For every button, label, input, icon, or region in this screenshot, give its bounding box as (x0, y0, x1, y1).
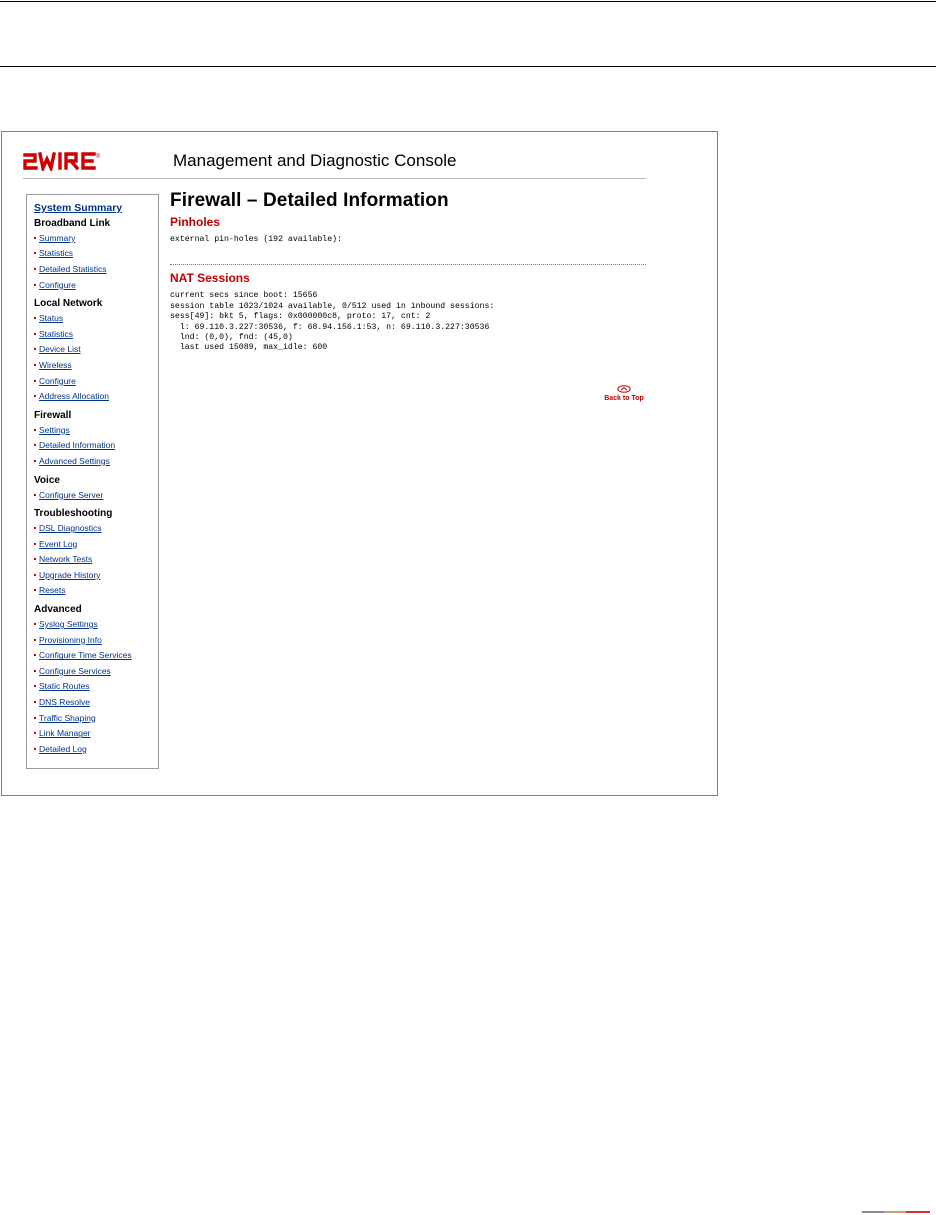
sidebar-item[interactable] (34, 310, 158, 326)
sidebar-item-link[interactable]: Advanced Settings (39, 455, 110, 466)
corner-bar-red (906, 1211, 930, 1213)
sidebar-section-title: Broadband Link (34, 218, 111, 229)
main-content (170, 190, 648, 354)
sidebar-item[interactable] (34, 373, 158, 389)
bullet-icon (34, 364, 36, 366)
sidebar-item-link[interactable]: Settings (39, 424, 70, 435)
sidebar-item-link[interactable]: Configure (39, 279, 76, 290)
bullet-icon (34, 589, 36, 591)
bullet-icon (34, 558, 36, 560)
sidebar-item-link[interactable]: Statistics (39, 328, 74, 339)
sidebar-item[interactable] (34, 487, 158, 503)
output-line: session table 1023/1024 available, 0/512 used in inbound sessions: (170, 301, 495, 311)
sidebar-item[interactable] (34, 536, 158, 552)
bullet-icon (34, 237, 36, 239)
arrow-up-icon (617, 385, 631, 393)
output-line: l: 69.110.3.227:30536, f: 68.94.156.1:53, n: 69.110.3.227:30536 (170, 322, 490, 332)
bullet-icon (34, 717, 36, 719)
sidebar-item[interactable] (34, 552, 158, 568)
sidebar-item-link[interactable]: Address Allocation (39, 391, 109, 402)
sidebar-item[interactable] (34, 246, 158, 262)
sidebar-item-link[interactable]: Traffic Shaping (39, 712, 96, 723)
bullet-icon (34, 701, 36, 703)
sidebar-item[interactable] (34, 616, 158, 632)
sidebar-item-link[interactable]: Link Manager (39, 728, 91, 739)
sidebar-item-link[interactable]: Device List (39, 344, 81, 355)
sidebar-item[interactable] (34, 741, 158, 757)
nat-sessions-heading: NAT Sessions (170, 271, 250, 286)
bullet-icon (34, 494, 36, 496)
bullet-icon (34, 543, 36, 545)
sidebar-item[interactable] (34, 277, 158, 293)
sidebar-item[interactable] (34, 453, 158, 469)
sidebar-item-link[interactable]: Network Tests (39, 554, 93, 565)
sidebar-item[interactable] (34, 694, 158, 710)
header-rule-bottom (0, 66, 936, 67)
bullet-icon (34, 574, 36, 576)
sidebar-item-link[interactable]: DSL Diagnostics (39, 523, 102, 534)
bullet-icon (34, 317, 36, 319)
sidebar-item-link[interactable]: Summary (39, 232, 76, 243)
sidebar-item-link[interactable]: Detailed Statistics (39, 263, 107, 274)
sidebar-item[interactable] (34, 438, 158, 454)
sidebar-item-link[interactable]: Configure Time Services (39, 650, 132, 661)
sidebar-item[interactable] (34, 647, 158, 663)
back-to-top-link[interactable] (602, 385, 646, 402)
bullet-icon (34, 444, 36, 446)
sidebar-item[interactable] (34, 326, 158, 342)
corner-bar-gray (862, 1211, 884, 1213)
bullet-icon (34, 284, 36, 286)
sidebar-item-link[interactable]: Static Routes (39, 681, 90, 692)
dotted-divider (170, 264, 646, 265)
sidebar-item-link[interactable]: Status (39, 313, 64, 324)
bullet-icon (34, 748, 36, 750)
pinholes-output (170, 235, 648, 245)
sidebar-item-link[interactable]: Resets (39, 585, 66, 596)
sidebar-item-link[interactable]: Detailed Information (39, 440, 116, 451)
bullet-icon (34, 732, 36, 734)
bullet-icon (34, 623, 36, 625)
sidebar-item[interactable] (34, 357, 158, 373)
sidebar-item[interactable] (34, 663, 158, 679)
page-title: Firewall – Detailed Information (170, 190, 449, 211)
sidebar-item-link[interactable]: Configure Server (39, 489, 104, 500)
sidebar-item-link[interactable]: Wireless (39, 359, 72, 370)
bullet-icon (34, 252, 36, 254)
console-screenshot (1, 131, 718, 796)
brand-logo (23, 149, 119, 171)
sidebar-item[interactable] (34, 261, 158, 277)
bullet-icon (34, 348, 36, 350)
sidebar-item[interactable] (34, 388, 158, 404)
sidebar-sections (34, 218, 158, 757)
sidebar-section-title: Voice (34, 474, 60, 486)
bullet-icon (34, 639, 36, 641)
sidebar-item-link[interactable]: Syslog Settings (39, 619, 98, 630)
2wire-logo-icon (23, 151, 119, 171)
back-to-top-label: Back to Top (604, 395, 644, 402)
bullet-icon (34, 333, 36, 335)
console-header-rule (23, 178, 646, 179)
sidebar-item[interactable] (34, 230, 158, 246)
svg-text:®: ® (96, 154, 101, 160)
pinholes-heading: Pinholes (170, 215, 221, 229)
sidebar-item-link[interactable]: Configure (39, 375, 76, 386)
sidebar-section-title: Firewall (34, 409, 72, 421)
sidebar-item[interactable] (34, 710, 158, 726)
output-line: external pin-holes (192 available): (170, 235, 342, 244)
sidebar-item-link[interactable]: Detailed Log (39, 743, 87, 754)
bullet-icon (34, 685, 36, 687)
bullet-icon (34, 670, 36, 672)
sidebar-item[interactable] (34, 583, 158, 599)
sidebar-item[interactable] (34, 632, 158, 648)
sidebar-item[interactable] (34, 725, 158, 741)
sidebar-item[interactable] (34, 679, 158, 695)
output-line: sess[49]: bkt 5, flags: 0x000000c8, proto: 17, cnt: 2 (170, 312, 431, 322)
sidebar-item[interactable] (34, 422, 158, 438)
bullet-icon (34, 460, 36, 462)
sidebar-item[interactable] (34, 342, 158, 358)
sidebar-item-link[interactable]: Event Log (39, 538, 78, 549)
sidebar-item-link[interactable]: Provisioning Info (39, 634, 102, 645)
corner-bar-tan (884, 1211, 906, 1213)
bullet-icon (34, 268, 36, 270)
sidebar-item[interactable] (34, 520, 158, 536)
console-title: Management and Diagnostic Console (173, 151, 457, 170)
bullet-icon (34, 429, 36, 431)
output-line: lnd: (0,0), fnd: (45,0) (170, 333, 293, 343)
output-line: current secs since boot: 15656 (170, 291, 318, 301)
sidebar-item-link[interactable]: DNS Resolve (39, 697, 91, 708)
sidebar-item[interactable] (34, 567, 158, 583)
sidebar-section-title: Advanced (34, 604, 82, 616)
sidebar-item-link[interactable]: Statistics (39, 248, 74, 259)
bullet-icon (34, 395, 36, 397)
sidebar-section-title: Troubleshooting (34, 508, 113, 520)
output-line: last used 15089, max_idle: 600 (170, 343, 328, 353)
sidebar-nav (26, 194, 159, 769)
sidebar-item-system-summary[interactable]: System Summary (34, 202, 123, 214)
nat-sessions-output (170, 291, 648, 353)
bullet-icon (34, 380, 36, 382)
sidebar-item-link[interactable]: Upgrade History (39, 569, 101, 580)
bullet-icon (34, 527, 36, 529)
bullet-icon (34, 654, 36, 656)
sidebar-item-link[interactable]: Configure Services (39, 665, 111, 676)
sidebar-section-title: Local Network (34, 298, 103, 310)
top-rule (0, 1, 936, 2)
